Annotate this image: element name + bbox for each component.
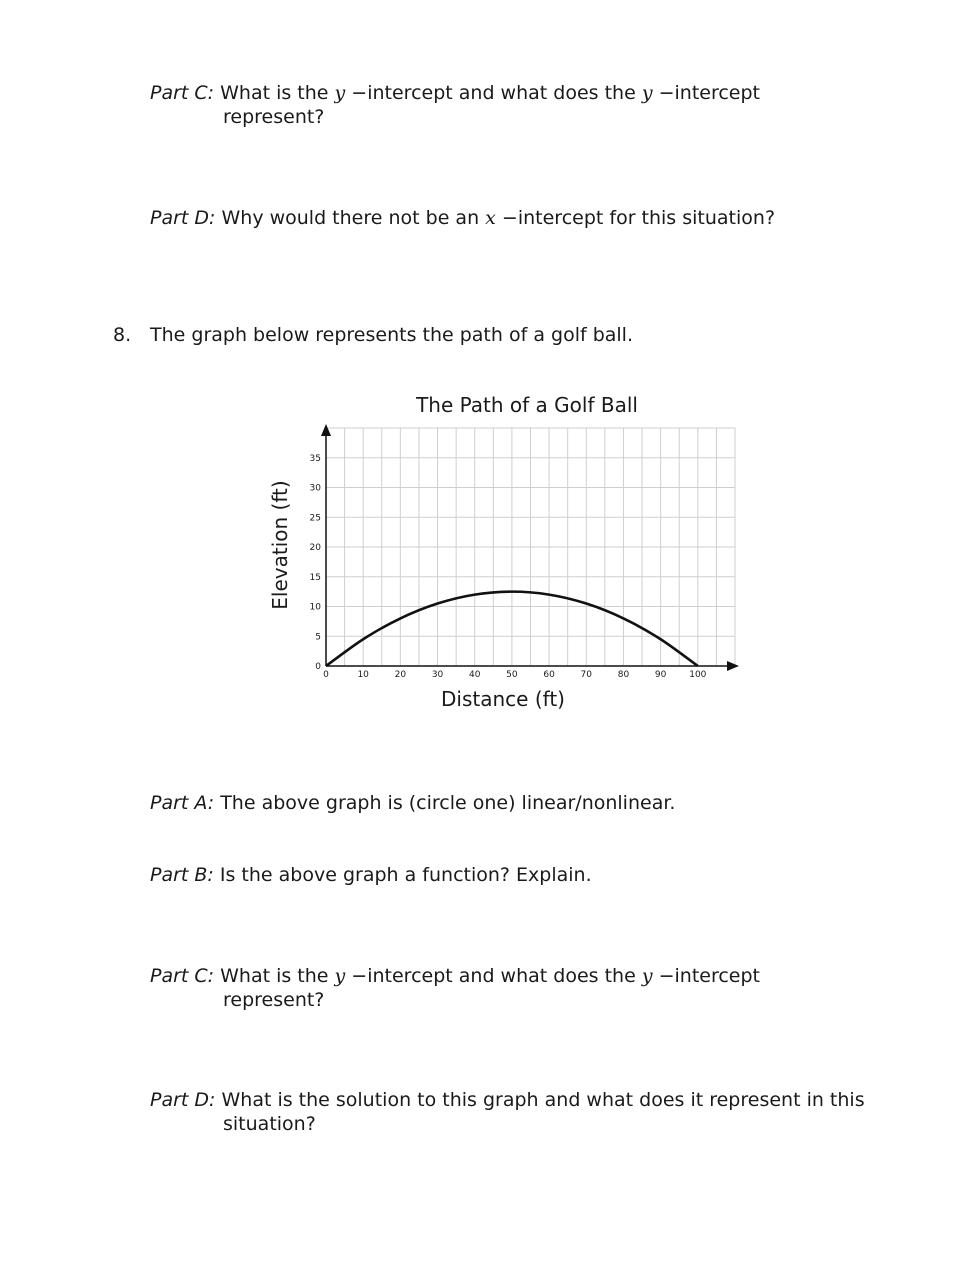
q8-part-d-question (150, 1088, 865, 1112)
chart-y-axis-label: Elevation (ft) (268, 480, 292, 610)
p1-part-c-text1: What is the (220, 82, 335, 104)
x-axis-arrow (727, 661, 739, 671)
q8-part-c-text2: −intercept and what does the (345, 965, 642, 987)
q8-part-c-question (150, 964, 760, 988)
x-tick-label: 60 (543, 670, 555, 680)
q8-part-a-text: The above graph is (circle one) linear/nonlinear. (220, 792, 676, 814)
y-tick-label: 20 (309, 543, 321, 553)
q8-text: The graph below represents the path of a golf ball. (150, 324, 633, 346)
y-tick-label: 15 (309, 572, 321, 583)
p1-part-d-var1: x (485, 207, 496, 229)
chart-grid (326, 428, 735, 666)
y-tick-label: 0 (315, 662, 321, 672)
x-tick-label: 100 (689, 670, 707, 680)
p1-part-c-line2: represent? (223, 106, 325, 128)
x-tick-label: 40 (469, 670, 481, 680)
p1-part-c-var2: y (641, 82, 653, 104)
p1-part-d-text2: −intercept for this situation? (495, 207, 776, 229)
x-tick-label: 20 (394, 670, 407, 680)
x-tick-label: 0 (323, 670, 329, 680)
q8-part-c-text3: −intercept (652, 965, 761, 987)
q8-part-c-text1: What is the (220, 965, 335, 987)
p1-part-d-text1: Why would there not be an (221, 207, 486, 229)
y-tick-label: 35 (309, 453, 321, 464)
x-tick-label: 30 (431, 670, 444, 680)
q8-part-c-var2: y (641, 965, 653, 987)
y-tick-label: 10 (309, 602, 321, 613)
x-tick-label: 50 (506, 670, 518, 680)
x-tick-label: 90 (654, 670, 667, 680)
q8-part-a-question (150, 791, 675, 815)
y-axis-arrow (321, 424, 331, 436)
q8-part-b-label: Part B: (150, 864, 214, 886)
q8-part-b-question (150, 863, 592, 887)
p1-part-d-label: Part D: (150, 207, 216, 229)
q8-part-b-text: Is the above graph a function? Explain. (219, 864, 592, 886)
y-tick-label: 30 (309, 483, 321, 494)
chart-x-axis-label: Distance (ft) (441, 687, 565, 711)
q8-part-a-label: Part A: (150, 792, 215, 814)
y-tick-label: 25 (309, 513, 321, 524)
p1-part-c-label: Part C: (150, 82, 215, 104)
q8-part-c-var1: y (334, 965, 346, 987)
q8-part-c-label: Part C: (150, 965, 215, 987)
q8-part-d-label: Part D: (150, 1089, 216, 1111)
q8-part-d-line2: situation? (223, 1113, 316, 1135)
y-tick-label: 5 (315, 632, 321, 643)
x-tick-label: 70 (580, 670, 592, 680)
q8-part-c-line2: represent? (223, 989, 325, 1011)
q8-part-d-text1: What is the solution to this graph and what does it represent in this (221, 1089, 865, 1111)
p1-part-c-text2: −intercept and what does the (345, 82, 642, 104)
x-tick-label: 10 (357, 670, 369, 680)
chart-title: The Path of a Golf Ball (416, 393, 638, 417)
q8-number: 8. (113, 324, 132, 346)
p1-part-c-var1: y (334, 82, 346, 104)
p1-part-c-text3: −intercept (652, 82, 761, 104)
x-tick-label: 80 (617, 670, 630, 680)
